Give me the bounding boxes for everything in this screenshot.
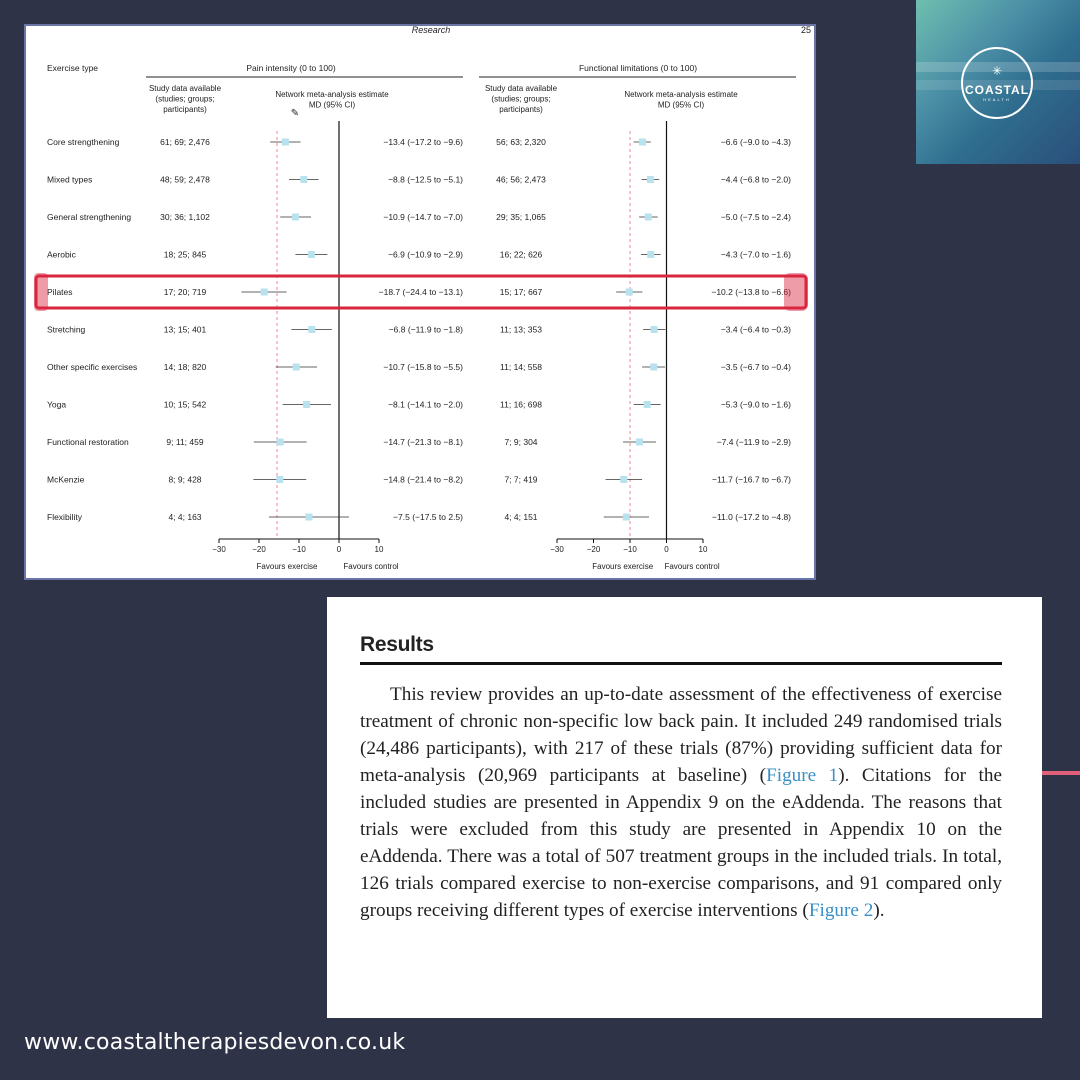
forest-plot-figure	[24, 24, 816, 580]
nma-header: Network meta-analysis estimate	[275, 90, 389, 99]
pencil-icon: ✎	[290, 108, 300, 119]
function-study-data: 15; 17; 667	[499, 287, 543, 297]
nma-header: MD (95% CI)	[308, 100, 356, 110]
pain-tick-label: −30	[212, 545, 226, 554]
pain-estimate-label: −8.8 (−12.5 to −5.1)	[388, 174, 463, 185]
pain-tick-label: −10	[292, 545, 306, 554]
pain-estimate-label: −10.7 (−15.8 to −5.5)	[383, 362, 463, 372]
pain-estimate-label: −14.8 (−21.4 to −8.2)	[383, 474, 463, 485]
function-estimate-marker	[626, 289, 633, 296]
function-study-data: 11; 14; 558	[500, 362, 542, 372]
forest-plot-svg	[26, 26, 816, 580]
function-estimate-marker	[651, 326, 658, 333]
function-study-data: 4; 4; 151	[504, 512, 538, 522]
function-tick-label: 10	[698, 545, 708, 554]
coastal-health-logo	[916, 0, 1080, 164]
pain-panel-title: Pain intensity (0 to 100)	[246, 63, 336, 73]
pain-estimate-label: −18.7 (−24.4 to −13.1)	[378, 287, 463, 297]
function-tick-label: −30	[550, 545, 564, 554]
function-study-data: 46; 56; 2,473	[496, 174, 546, 185]
pain-study-data: 10; 15; 542	[163, 399, 207, 410]
exercise-type-label: Aerobic	[47, 249, 76, 260]
function-estimate-marker	[647, 251, 654, 258]
function-estimate-marker	[647, 176, 654, 183]
page-number: 25	[800, 26, 811, 35]
function-estimate-label: −5.0 (−7.5 to −2.4)	[720, 212, 791, 222]
exercise-type-label: Functional restoration	[47, 437, 129, 447]
exercise-type-label: General strengthening	[47, 212, 132, 222]
pain-estimate-marker	[261, 289, 268, 296]
study-data-header: participants)	[499, 105, 543, 114]
results-text: This review provides an up-to-date assessment of the effectiveness of exercise treatment of chronic non-specific low back pain. It included 249 randomised trials (24,486 participants), with 217 of these trials (87%) providing sufficient data for meta-analysis (20,969 participants at baseline) (	[360, 684, 1002, 786]
figure-2-link[interactable]: Figure 2	[808, 900, 874, 921]
results-text: ). Citations for the included studies are presented in Appendix 9 on the eAddenda. The reasons that trials were excluded from this study are presented in Appendix 10 on the eAddenda. There was a total of 507 treatment groups in the included trials. In total, 126 trials compared exercise to non-exercise comparisons, and 91 compared only groups receiving different types of exercise interventions (	[360, 765, 1002, 921]
function-estimate-marker	[636, 439, 643, 446]
function-tick-label: 0	[664, 545, 669, 554]
pain-estimate-marker	[282, 139, 289, 146]
pain-favours-exercise: Favours exercise	[256, 562, 318, 571]
function-estimate-marker	[645, 214, 652, 221]
pain-estimate-label: −8.1 (−14.1 to −2.0)	[388, 399, 463, 410]
function-estimate-label: −3.5 (−6.7 to −0.4)	[720, 362, 791, 372]
function-study-data: 7; 7; 419	[504, 474, 538, 485]
highlight-right-cap	[784, 273, 808, 311]
pain-study-data: 13; 15; 401	[163, 324, 207, 335]
function-study-data: 29; 35; 1,065	[496, 212, 546, 222]
pain-study-data: 17; 20; 719	[163, 287, 207, 297]
logo-subtitle: HEALTH	[983, 96, 1011, 102]
pain-estimate-marker	[308, 326, 315, 333]
function-estimate-label: −10.2 (−13.8 to −6.6)	[711, 287, 791, 297]
pain-estimate-label: −10.9 (−14.7 to −7.0)	[383, 212, 463, 222]
function-study-data: 11; 13; 353	[500, 324, 542, 335]
function-estimate-label: −5.3 (−9.0 to −1.6)	[720, 399, 791, 410]
function-tick-label: −20	[586, 545, 601, 554]
pain-study-data: 30; 36; 1,102	[160, 212, 210, 222]
pain-study-data: 8; 9; 428	[168, 474, 202, 485]
study-data-header: Study data available	[484, 84, 558, 93]
pain-estimate-marker	[300, 176, 307, 183]
pain-study-data: 48; 59; 2,478	[160, 174, 210, 185]
exercise-type-label: McKenzie	[47, 474, 85, 485]
pain-tick-label: −20	[252, 545, 266, 554]
function-estimate-label: −11.7 (−16.7 to −6.7)	[712, 474, 791, 485]
pain-study-data: 14; 18; 820	[163, 362, 207, 372]
pain-estimate-label: −6.9 (−10.9 to −2.9)	[388, 249, 463, 260]
function-panel-title: Functional limitations (0 to 100)	[578, 63, 698, 73]
heading-rule	[360, 662, 1002, 665]
pain-estimate-marker	[308, 251, 315, 258]
pain-estimate-label: −13.4 (−17.2 to −9.6)	[383, 137, 463, 147]
nma-header: Network meta-analysis estimate	[624, 90, 738, 99]
pain-estimate-marker	[293, 364, 300, 371]
function-estimate-marker	[650, 364, 657, 371]
pain-favours-control: Favours control	[343, 562, 399, 571]
pain-estimate-marker	[306, 514, 313, 521]
pain-estimate-marker	[303, 401, 310, 408]
function-estimate-marker	[620, 476, 627, 483]
results-text: ).	[873, 900, 885, 921]
pain-study-data: 18; 25; 845	[163, 249, 207, 260]
exercise-type-label: Other specific exercises	[47, 362, 138, 372]
function-estimate-label: −3.4 (−6.4 to −0.3)	[720, 324, 791, 335]
pain-tick-label: 10	[374, 545, 384, 554]
pain-estimate-marker	[276, 476, 283, 483]
function-estimate-label: −4.3 (−7.0 to −1.6)	[720, 249, 791, 260]
accent-line	[1042, 771, 1080, 775]
function-study-data: 11; 16; 698	[500, 399, 542, 410]
study-data-header: participants)	[163, 105, 207, 114]
figure-1-link[interactable]: Figure 1	[766, 765, 839, 786]
pain-study-data: 9; 11; 459	[166, 437, 204, 447]
pain-estimate-label: −6.8 (−11.9 to −1.8)	[388, 324, 463, 335]
website-url[interactable]: www.coastaltherapiesdevon.co.uk	[24, 1030, 406, 1055]
nma-header: MD (95% CI)	[657, 100, 705, 110]
logo-circle	[961, 47, 1033, 119]
function-study-data: 56; 63; 2,320	[496, 137, 546, 147]
function-estimate-label: −6.6 (−9.0 to −4.3)	[720, 137, 791, 147]
logo-title: COASTAL	[964, 82, 1030, 97]
pain-estimate-marker	[277, 439, 284, 446]
function-favours-exercise: Favours exercise	[592, 562, 654, 571]
results-paragraph	[360, 681, 1002, 924]
function-tick-label: −10	[623, 545, 637, 554]
study-data-header: (studies; groups;	[491, 94, 551, 104]
function-estimate-label: −7.4 (−11.9 to −2.9)	[716, 437, 791, 447]
study-data-header: Study data available	[148, 84, 222, 93]
pain-study-data: 4; 4; 163	[168, 512, 202, 522]
highlight-left-cap	[34, 273, 48, 311]
pain-study-data: 61; 69; 2,476	[160, 137, 210, 147]
results-heading: Results	[360, 633, 434, 656]
running-header: Research	[411, 26, 451, 35]
pain-estimate-label: −14.7 (−21.3 to −8.1)	[383, 437, 463, 447]
pain-tick-label: 0	[336, 545, 342, 554]
palm-tree-icon: ✳	[991, 63, 1003, 78]
exercise-type-label: Flexibility	[47, 512, 82, 522]
exercise-type-label: Stretching	[47, 324, 86, 335]
exercise-type-label: Core strengthening	[47, 137, 120, 147]
exercise-type-label: Mixed types	[47, 174, 93, 185]
function-estimate-marker	[639, 139, 646, 146]
function-estimate-label: −11.0 (−17.2 to −4.8)	[712, 512, 791, 522]
function-estimate-marker	[623, 514, 630, 521]
column-header-exercise-type: Exercise type	[47, 63, 99, 73]
function-study-data: 7; 9; 304	[504, 437, 538, 447]
function-estimate-label: −4.4 (−6.8 to −2.0)	[720, 174, 791, 185]
function-estimate-marker	[644, 401, 651, 408]
pain-estimate-marker	[292, 214, 299, 221]
study-data-header: (studies; groups;	[155, 94, 215, 104]
results-excerpt	[327, 597, 1042, 1018]
pain-estimate-label: −7.5 (−17.5 to 2.5)	[393, 512, 463, 522]
exercise-type-label: Pilates	[47, 287, 73, 297]
function-favours-control: Favours control	[664, 562, 720, 571]
function-study-data: 16; 22; 626	[499, 249, 543, 260]
exercise-type-label: Yoga	[47, 399, 67, 410]
